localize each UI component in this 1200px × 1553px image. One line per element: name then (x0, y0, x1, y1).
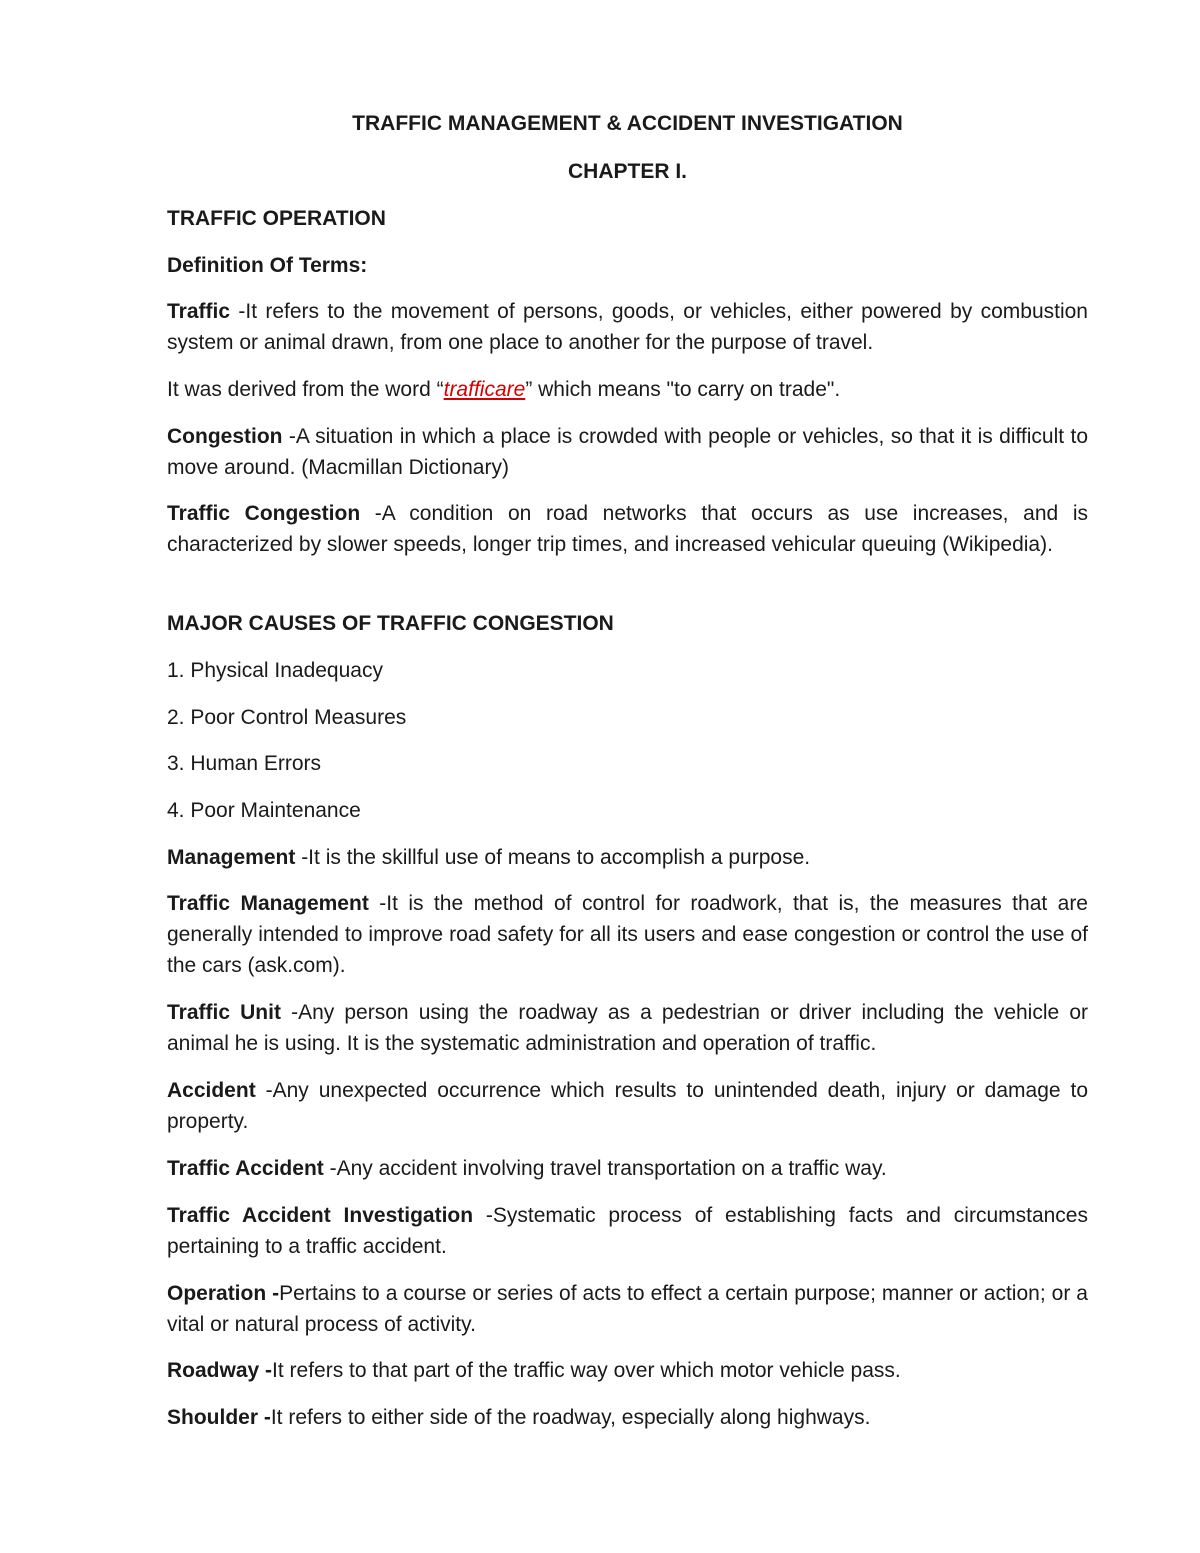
definition-text: -A condition on road networks that occurs as use increases, and is characterized by slower speeds, longer trip times, and increased vehicular queuing (Wikipedia). (167, 502, 1088, 556)
definition-text: -It is the skillful use of means to accomplish a purpose. (295, 846, 811, 869)
definition-operation (167, 1278, 1088, 1340)
chapter-heading: CHAPTER I. (567, 160, 687, 183)
term: Congestion (167, 425, 283, 448)
definition-traffic-accident-investigation (167, 1200, 1088, 1262)
derived-word: trafficare (443, 378, 526, 401)
cause-item: 3. Human Errors (167, 752, 322, 775)
term: Traffic Management (167, 892, 369, 915)
definition-traffic-management (167, 888, 1088, 981)
definition-accident (167, 1075, 1088, 1137)
definition-traffic-accident (167, 1153, 1088, 1184)
causes-heading: MAJOR CAUSES OF TRAFFIC CONGESTION (167, 612, 614, 635)
definition-text: -Any accident involving travel transportation on a traffic way. (323, 1157, 887, 1180)
term: Traffic Accident (167, 1157, 324, 1180)
term: Accident (167, 1079, 256, 1102)
definition-text: -A situation in which a place is crowded with people or vehicles, so that it is difficult to move around. (Macmillan Dictionary) (167, 425, 1088, 479)
definition-text: -It is the method of control for roadwork, that is, the measures that are generally intended to improve road safety for all its users and ease congestion or control the use of the cars (ask.com). (167, 892, 1088, 977)
definition-shoulder (167, 1402, 1088, 1433)
definition-congestion (167, 421, 1088, 483)
term: Traffic Accident Investigation (167, 1204, 474, 1227)
term: Traffic (167, 300, 231, 323)
definition-management (167, 842, 1088, 873)
definition-traffic-unit (167, 997, 1088, 1059)
definitions-heading: Definition Of Terms: (167, 254, 368, 277)
term: Management (167, 846, 296, 869)
document-title: TRAFFIC MANAGEMENT & ACCIDENT INVESTIGATION (352, 112, 903, 135)
definition-text: It refers to either side of the roadway, especially along highways. (270, 1406, 871, 1429)
term: Roadway - (167, 1359, 273, 1382)
definition-text: -Any person using the roadway as a pedestrian or driver including the vehicle or animal he is using. It is the systematic administration and operation of traffic. (167, 1001, 1088, 1055)
derived-after: ” which means "to carry on trade". (525, 378, 841, 401)
term: Shoulder - (167, 1406, 271, 1429)
definition-traffic (167, 296, 1088, 358)
definition-text: -It refers to the movement of persons, goods, or vehicles, either powered by combustion system or animal drawn, from one place to another for the purpose of travel. (167, 300, 1088, 354)
section-heading: TRAFFIC OPERATION (167, 207, 386, 230)
definition-traffic-congestion (167, 498, 1088, 560)
term: Traffic Unit (167, 1001, 281, 1024)
definition-text: -Systematic process of establishing facts and circumstances pertaining to a traffic accident. (167, 1204, 1088, 1258)
term: Operation - (167, 1282, 280, 1305)
definition-text: Pertains to a course or series of acts to effect a certain purpose; manner or action; or a vital or natural process of activity. (167, 1282, 1088, 1336)
definition-text: It refers to that part of the traffic way over which motor vehicle pass. (272, 1359, 901, 1382)
derived-sentence (167, 374, 1088, 405)
term: Traffic Congestion (167, 502, 361, 525)
cause-item: 2. Poor Control Measures (167, 706, 407, 729)
derived-before: It was derived from the word “ (167, 378, 444, 401)
definition-roadway (167, 1355, 1088, 1386)
cause-item: 1. Physical Inadequacy (167, 659, 383, 682)
cause-item: 4. Poor Maintenance (167, 799, 361, 822)
definition-text: -Any unexpected occurrence which results to unintended death, injury or damage to property. (167, 1079, 1088, 1133)
